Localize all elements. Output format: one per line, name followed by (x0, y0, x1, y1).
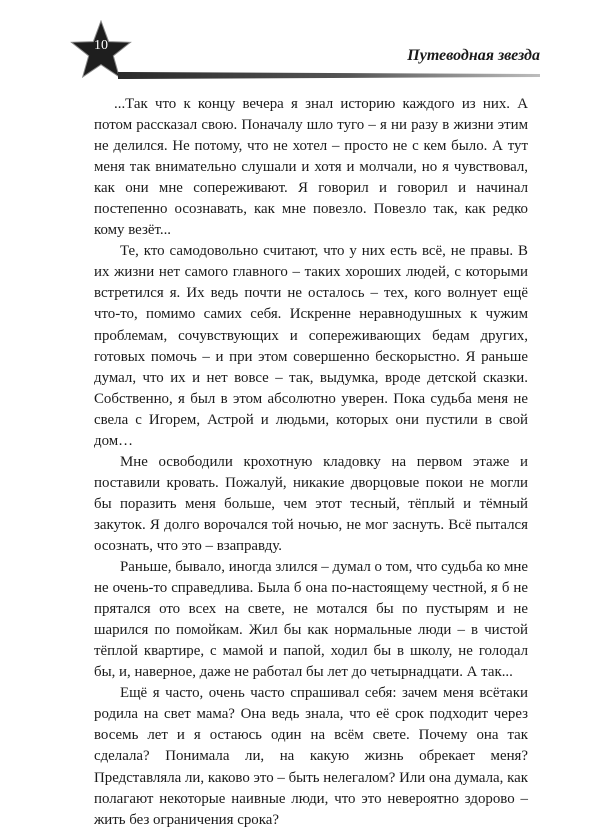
header-rule (118, 72, 540, 79)
paragraph: ...Так что к концу вечера я знал историю каждого из них. А потом рассказал свою. Поначалу шло туго – я ни разу в жизни этим не делился. Не потому, что не хотел – просто не с кем было. А тут меня так внимательно слушали и хотя и молчали, но я чувствовал, как они мне сопереживают. Я говорил и говорил и начинал постепенно осознавать, как мне повезло. Повезло так, как редко кому везёт... (94, 96, 528, 239)
running-title: Путеводная звезда (407, 47, 540, 64)
page-number: 10 (94, 38, 108, 53)
body-text (94, 94, 528, 831)
page-header (70, 20, 540, 90)
paragraph: Те, кто самодовольно считают, что у них есть всё, не правы. В их жизни нет самого главного – таких хороших людей, с которыми встретился я. Их ведь почти не осталось – тех, кого волнует ещё что-то, помимо самих себя. Искренне неравнодушных к чужим проблемам, сочувствующих и сопереживающих бедам других, готовых помочь – и при этом совершенно бескорыстно. Я раньше думал, что их и нет вовсе – так, выдумка, вроде детской сказки. Собственно, я был в этом абсолютно уверен. Пока судьба меня не свела с Игорем, Астрой и людьми, которых они пустили в свой дом… (94, 243, 528, 449)
paragraph: Ещё я часто, очень часто спрашивал себя: зачем меня всётаки родила на свет мама? Она ведь знала, что её срок подходит через восемь лет и я остаюсь один на всём свете. Почему она так сделала? Понимала ли, на какую жизнь обрекает меня? Представляла ли, каково это – быть нелегалом? Или она думала, как полагают некоторые наивные люди, что это невероятно здорово – жить без ограничения срока? (94, 685, 528, 828)
paragraph: Раньше, бывало, иногда злился – думал о том, что судьба ко мне не очень-то справедлива. Была б она по-настоящему честной, я б не прятался ото всех на свете, не мотался бы по пустырям и не шарился по помойкам. Жил бы как нормальные люди – в чистой тёплой квартире, с мамой и папой, ходил бы в школу, не голодал бы, и, наверное, даже не работал бы лет до четырнадцати. А так... (94, 559, 528, 681)
paragraph: Мне освободили крохотную кладовку на первом этаже и поставили кровать. Пожалуй, никакие дворцовые покои не могли бы поразить меня больше, чем этот тесный, тёплый и тёмный закуток. Я долго ворочался той ночью, не мог заснуть. Всё пытался осознать, что это – взаправду. (94, 453, 528, 554)
